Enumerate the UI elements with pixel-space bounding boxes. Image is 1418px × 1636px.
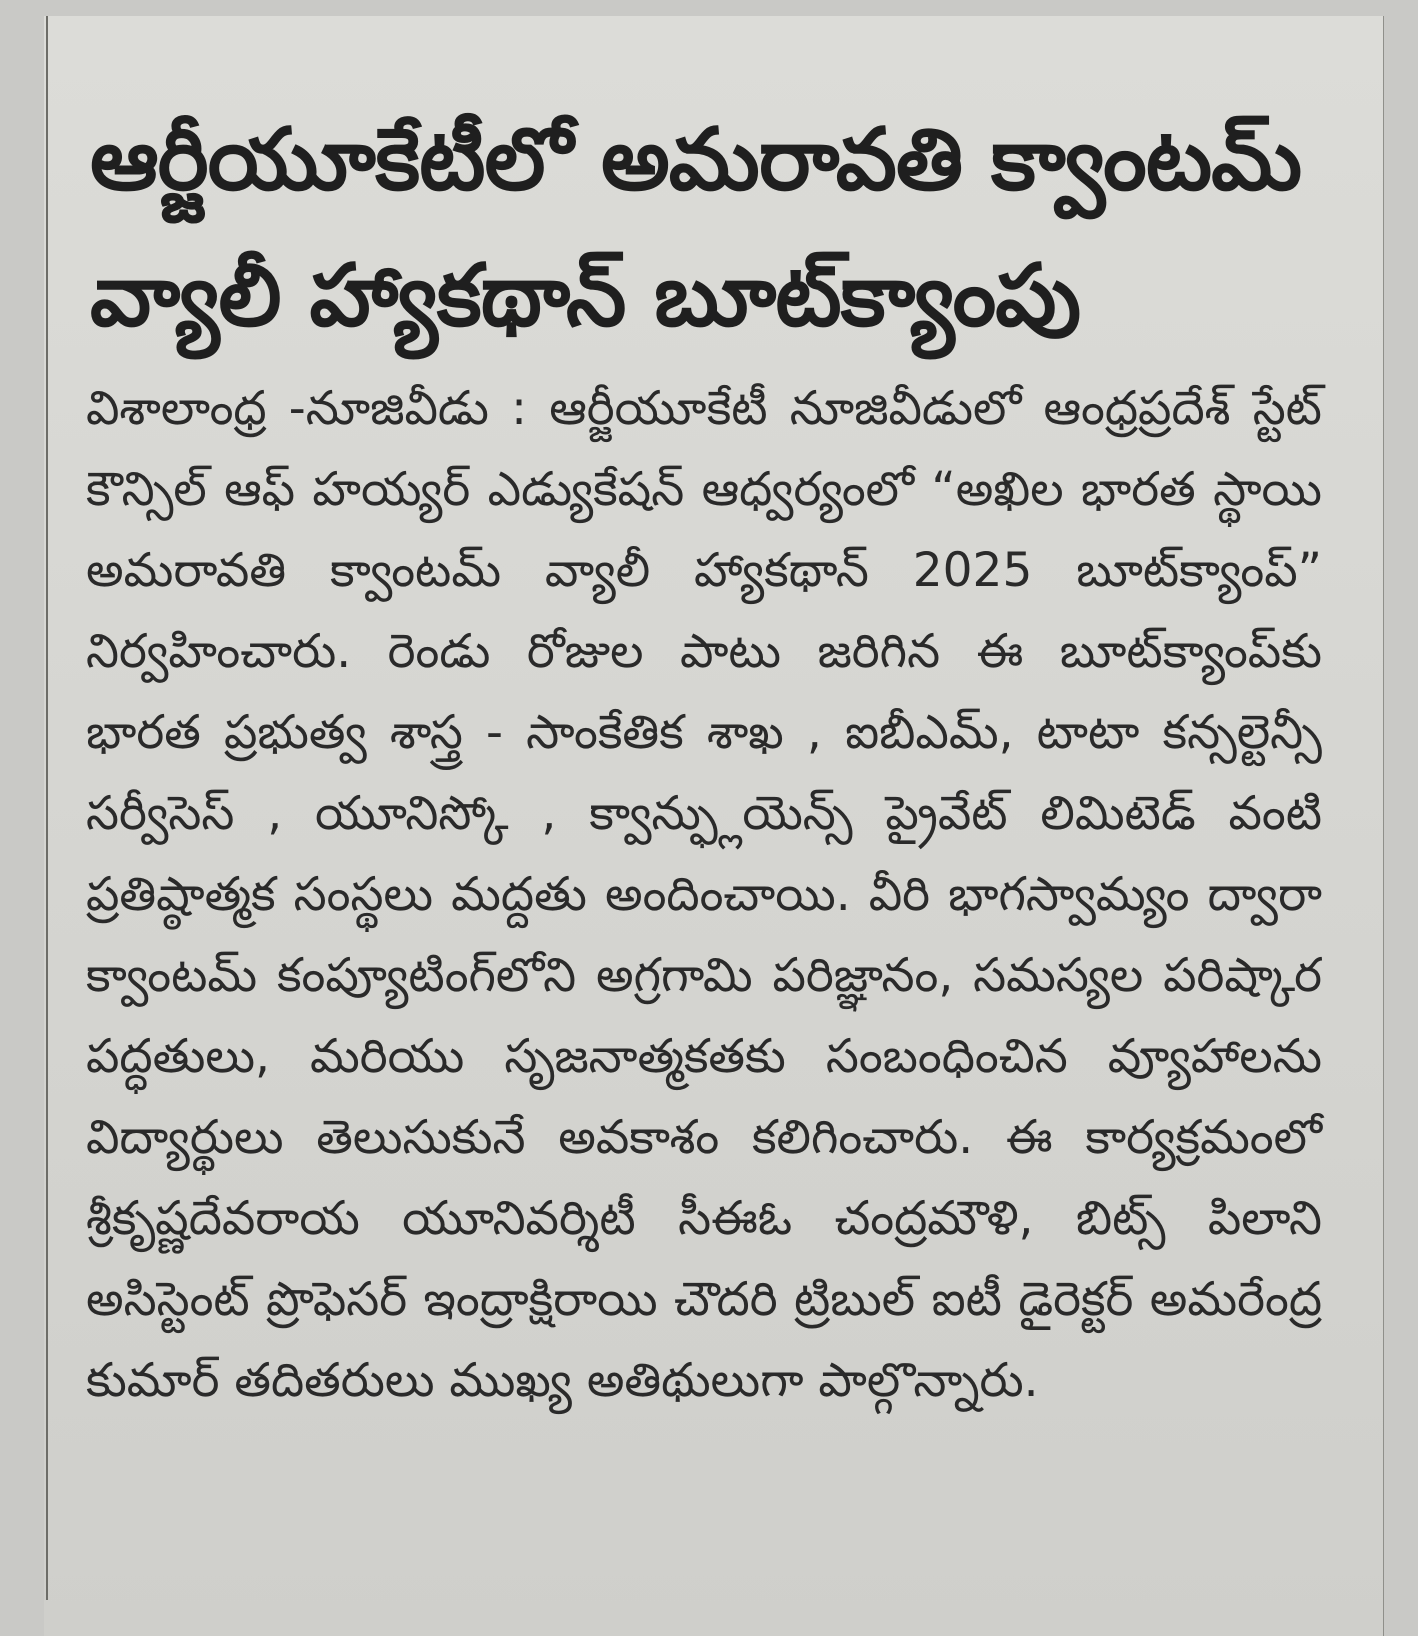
article-headline <box>90 92 1340 364</box>
column-rule <box>46 16 48 1600</box>
headline-line-2: వ్యాలీ హ్యాకథాన్ బూట్‌క్యాంపు <box>90 246 1081 346</box>
article-text: ఆర్జీయూకేటీ నూజివీడులో ఆంధ్రప్రదేశ్ స్టేట్ కౌన్సిల్ ఆఫ్ హయ్యర్ ఎడ్యుకేషన్ ఆధ్వర్యంలో “అఖిల భారత స్థాయి అమరావతి క్వాంటమ్ వ్యాలీ హ్యాకథాన్ 2025 బూట్‌క్యాంప్” నిర్వహించారు. రెండు రోజుల పాటు జరిగిన ఈ బూట్‌క్యాంప్‌కు భారత ప్రభుత్వ శాస్త్ర - సాంకేతిక శాఖ , ఐబీఎమ్, టాటా కన్సల్టెన్సీ సర్వీసెస్ , యూనిస్కో , క్వాన్ఫ్లుయెన్స్ ప్రైవేట్ లిమిటెడ్ వంటి ప్రతిష్ఠాత్మక సంస్థలు మద్దతు అందించాయి. వీరి భాగస్వామ్యం ద్వారా క్వాంటమ్ కంప్యూటింగ్‌లోని అగ్రగామి పరిజ్ఞానం, సమస్యల పరిష్కార పద్ధతులు, మరియు సృజనాత్మకతకు సంబంధించిన వ్యూహాలను విద్యార్థులు తెలుసుకునే అవకాశం కలిగించారు. ఈ కార్యక్రమంలో శ్రీకృష్ణదేవరాయ యూనివర్శిటీ సీఈఓ చంద్రమౌళి, బిట్స్ పిలాని అసిస్టెంట్ ప్రొఫెసర్ ఇంద్రాక్షిరాయి చౌదరి ట్రిబుల్ ఐటీ డైరెక్టర్ అమరేంద్ర కుమార్ తదితరులు ముఖ్య అతిథులుగా పాల్గొన్నారు. <box>86 381 1322 1408</box>
article-body <box>86 368 1322 1421</box>
next-article-headline-fragment <box>86 1560 1322 1600</box>
headline-line-1: ఆర్జీయూకేటీలో అమరావతి క్వాంటమ్ <box>90 110 1302 210</box>
article-dateline: విశాలాంధ్ర -నూజివీడు : <box>86 381 527 436</box>
